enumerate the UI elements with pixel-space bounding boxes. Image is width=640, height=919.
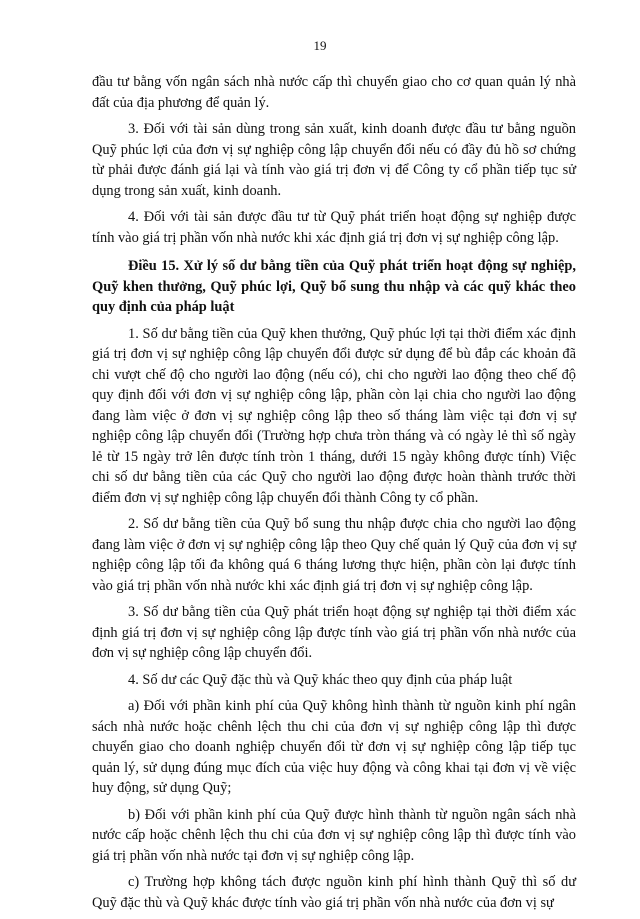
paragraph-continuation: đầu tư bằng vốn ngân sách nhà nước cấp thì chuyển giao cho cơ quan quản lý nhà đất của địa phương để quản lý. <box>92 74 576 111</box>
article-15-item-4b: b) Đối với phần kinh phí của Quỹ được hình thành từ nguồn ngân sách nhà nước cấp hoặc chênh lệch thu chi của đơn vị sự nghiệp công lập thì được tính vào giá trị phần vốn nhà nước tại đơn vị sự nghiệp công lập. <box>92 806 576 864</box>
article-15-item-1: 1. Số dư bằng tiền của Quỹ khen thưởng, Quỹ phúc lợi tại thời điểm xác định giá trị đơn vị sự nghiệp công lập chuyển đổi được sử dụng để bù đắp các khoản đã chi vượt chế độ cho người lao động (nếu có), chi cho người lao động theo chế độ quy định đối với đơn vị sự nghiệp công lập, phần còn lại chia cho người lao động đang làm việc ở đơn vị sự nghiệp công lập theo số tháng làm việc tại đơn vị sự nghiệp công lập chuyển đổi (Trường hợp chưa tròn tháng và có ngày lẻ thì số ngày lẻ từ 15 ngày trở lên được tính tròn 1 tháng, dưới 15 ngày không được tính) Việc chi số dư bằng tiền của các Quỹ cho người lao động được hoàn thành trước thời điểm đơn vị sự nghiệp công lập chuyển đổi thành Công ty cổ phần. <box>92 325 576 506</box>
article-15-item-4c: c) Trường hợp không tách được nguồn kinh phí hình thành Quỹ thì số dư Quỹ đặc thù và Quỹ khác được tính vào giá trị phần vốn nhà nước của đơn vị sự <box>92 874 576 911</box>
paragraph-item-3: 3. Đối với tài sản dùng trong sản xuất, kinh doanh được đầu tư bằng nguồn Quỹ phúc lợi của đơn vị sự nghiệp công lập chuyển đổi nếu có đầy đủ hồ sơ chứng từ phải được đánh giá lại và tính vào giá trị đơn vị để Công ty cổ phần tiếp tục sử dụng trong sản xuất, kinh doanh. <box>92 121 576 199</box>
paragraph-item-4: 4. Đối với tài sản được đầu tư từ Quỹ phát triển hoạt động sự nghiệp được tính vào giá trị phần vốn nhà nước khi xác định giá trị đơn vị sự nghiệp công lập. <box>92 209 576 246</box>
article-15-item-3: 3. Số dư bằng tiền của Quỹ phát triển hoạt động sự nghiệp tại thời điểm xác định giá trị đơn vị sự nghiệp công lập được tính vào giá trị phần vốn nhà nước của đơn vị sự nghiệp công lập chuyển đổi. <box>92 604 576 661</box>
page-number: 19 <box>313 38 327 53</box>
article-15-item-4a: a) Đối với phần kinh phí của Quỹ không hình thành từ nguồn kinh phí ngân sách nhà nước hoặc chênh lệch thu chi của đơn vị sự nghiệp công lập thì được chuyển giao cho doanh nghiệp chuyển đổi từ đơn vị sự nghiệp công lập tiếp tục quản lý, sử dụng đúng mục đích của việc huy động và công khai tại đơn vị về việc huy động, sử dụng Quỹ; <box>92 698 576 796</box>
document-body <box>92 72 576 919</box>
article-15-item-2: 2. Số dư bằng tiền của Quỹ bổ sung thu nhập được chia cho người lao động đang làm việc ở đơn vị sự nghiệp công lập theo Quy chế quản lý Quỹ của đơn vị sự nghiệp công lập tối đa không quá 6 tháng lương thực hiện, phần còn lại được tính vào giá trị phần vốn nhà nước khi xác định giá trị đơn vị sự nghiệp công lập. <box>92 516 576 594</box>
article-15-item-4: 4. Số dư các Quỹ đặc thù và Quỹ khác theo quy định của pháp luật <box>128 671 513 688</box>
article-15-heading: Điều 15. Xử lý số dư bằng tiền của Quỹ phát triển hoạt động sự nghiệp, Quỹ khen thưởng, Quỹ phúc lợi, Quỹ bổ sung thu nhập và các quỹ khác theo quy định của pháp luật <box>92 258 576 315</box>
